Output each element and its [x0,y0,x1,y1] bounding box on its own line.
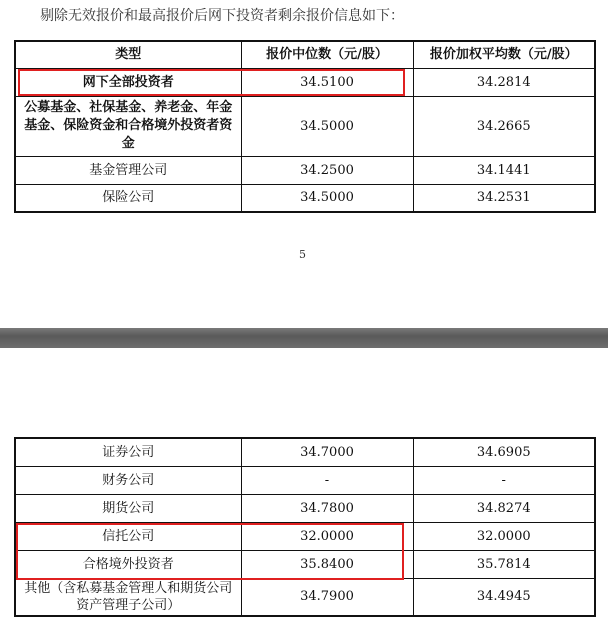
table-row [15,156,595,184]
row-label: 网下全部投资者 [15,68,241,96]
quote-table-bottom [14,437,596,617]
table-row [15,522,595,550]
header-type: 类型 [15,41,241,68]
table-row [15,494,595,522]
row-median: 32.0000 [241,522,413,550]
row-weighted-average: 34.2814 [413,68,595,96]
quote-table-top [14,40,596,213]
row-label: 公募基金、社保基金、养老金、年金基金、保险资金和合格境外投资者资金 [15,96,241,156]
table-row [15,438,595,466]
row-median: 34.7900 [241,578,413,616]
row-weighted-average: 34.2665 [413,96,595,156]
intro-text: 剔除无效报价和最高报价后网下投资者剩余报价信息如下： [40,8,404,24]
row-weighted-average: - [413,466,595,494]
header-median: 报价中位数（元/股） [241,41,413,68]
table-row [15,578,595,616]
row-median: 34.7000 [241,438,413,466]
row-median: 34.5100 [241,68,413,96]
row-weighted-average: 35.7814 [413,550,595,578]
row-weighted-average: 32.0000 [413,522,595,550]
row-weighted-average: 34.4945 [413,578,595,616]
row-median: - [241,466,413,494]
table-row [15,466,595,494]
table-header-row [15,41,595,68]
row-label: 信托公司 [15,522,241,550]
row-label: 其他（含私募基金管理人和期货公司资产管理子公司） [15,578,241,616]
table-row [15,184,595,212]
row-median: 34.7800 [241,494,413,522]
row-weighted-average: 34.8274 [413,494,595,522]
row-label: 基金管理公司 [15,156,241,184]
row-median: 34.5000 [241,184,413,212]
row-weighted-average: 34.1441 [413,156,595,184]
row-weighted-average: 34.2531 [413,184,595,212]
row-label: 期货公司 [15,494,241,522]
row-label: 证券公司 [15,438,241,466]
row-label: 合格境外投资者 [15,550,241,578]
row-median: 34.2500 [241,156,413,184]
table-row [15,96,595,156]
row-weighted-average: 34.6905 [413,438,595,466]
header-weighted-average: 报价加权平均数（元/股） [413,41,595,68]
row-median: 35.8400 [241,550,413,578]
row-label: 保险公司 [15,184,241,212]
page-divider [0,328,608,348]
table-row [15,550,595,578]
page-number: 5 [299,248,306,261]
row-median: 34.5000 [241,96,413,156]
table-row [15,68,595,96]
row-label: 财务公司 [15,466,241,494]
